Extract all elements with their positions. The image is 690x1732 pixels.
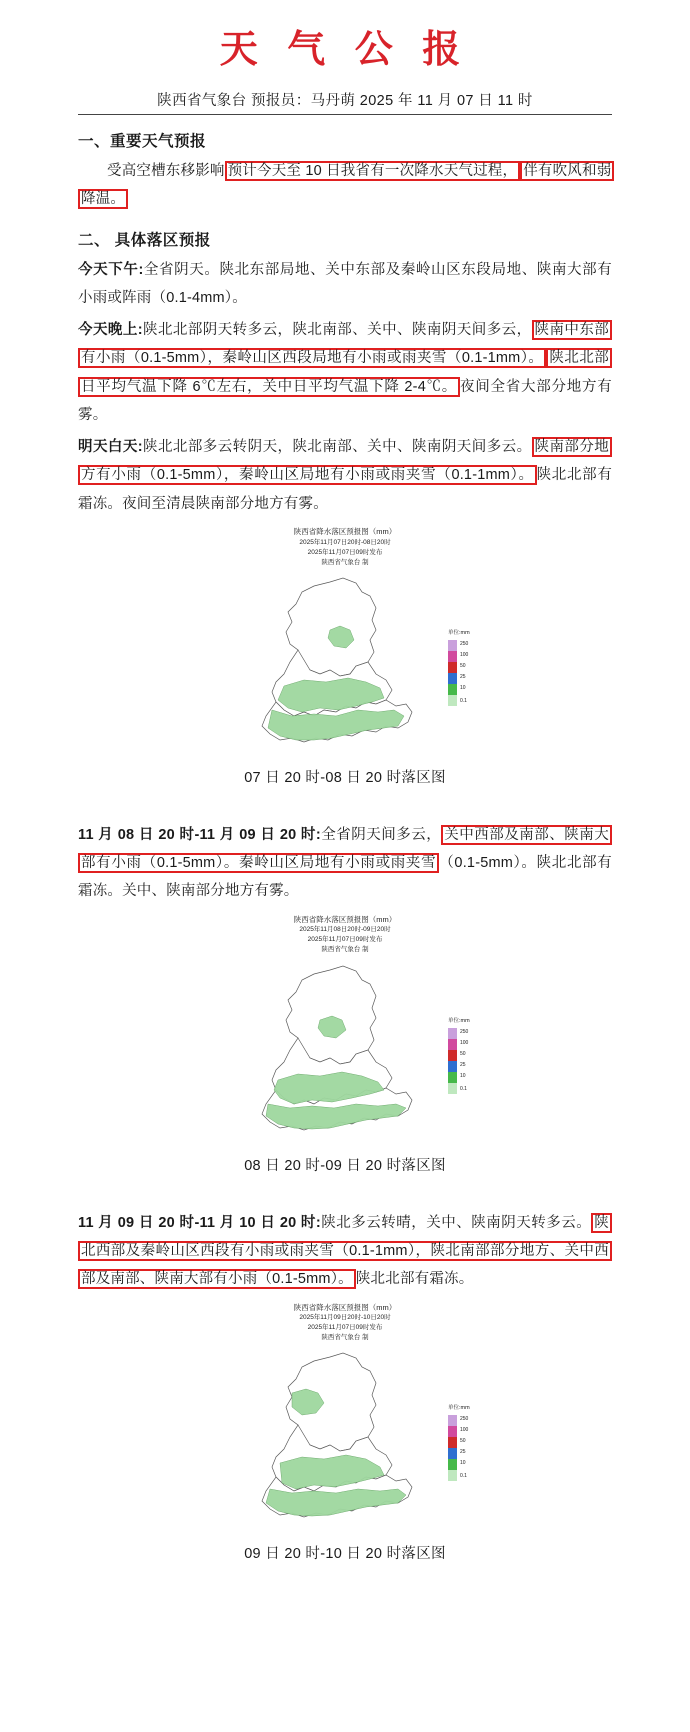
map-3-title-line2: 2025年11月09日20时-10日20时 [299,1314,391,1322]
period3-text-2: 陕北北部有霜冻。 [355,1271,474,1288]
tomorrow-highlight: 陕南部分地方有小雨（0.1-5mm），秦岭山区局地有小雨或雨夹雪（0.1-1mm）。 [78,437,612,485]
map-1-title-line1: 陕西省降水落区预报图（mm） [293,526,397,536]
map-2-title-line2: 2025年11月08日20时-09日20时 [299,926,391,934]
map-3-title-line1: 陕西省降水落区预报图（mm） [293,1302,397,1312]
period3-paragraph [78,1209,612,1294]
document-content [0,129,690,1563]
svg-text:25: 25 [460,1449,466,1456]
period2-highlight: 关中西部及南部、陕南大部有小雨（0.1-5mm）。秦岭山区局地有小雨或雨夹雪 [78,825,612,873]
svg-text:50: 50 [460,1438,466,1445]
section-heading-1: 一、重要天气预报 [78,133,207,150]
period3-lead: 11 月 09 日 20 时-11 月 10 日 20 时: [78,1214,321,1231]
map-2-title-line3: 2025年11月07日09时发布 [307,936,383,944]
tomorrow-lead: 明天白天: [78,439,143,456]
map-2-legend [448,1016,470,1094]
svg-text:250: 250 [460,640,469,647]
svg-text:100: 100 [460,1039,469,1046]
tonight-lead: 今天晚上: [78,322,143,339]
map-3-wrap [78,1302,612,1532]
section1-text-a: 受高空槽东移影响 [107,163,225,179]
period2-lead: 11 月 08 日 20 时-11 月 09 日 20 时: [78,826,321,843]
map-3-graphic [180,1345,510,1535]
tonight-highlight-2: 陕北北部日平均气温下降 6℃左右，关中日平均气温下降 2-4℃。 [78,348,612,396]
tonight-text-2: 夜间全省大部分地方有雾。 [78,378,612,423]
tonight-paragraph [78,316,612,429]
period3-highlight: 陕北西部及秦岭山区西段有小雨或雨夹雪（0.1-1mm），陕北南部部分地方、关中西部及南部、陕南大部有小雨（0.1-5mm）。 [78,1213,612,1290]
svg-text:25: 25 [460,673,466,680]
section1-paragraph [78,157,612,214]
svg-text:50: 50 [460,1050,466,1057]
map-1-caption: 07 日 20 时-08 日 20 时落区图 [244,769,446,786]
map-2-title-line4: 陕西省气象台 制 [321,946,369,954]
tomorrow-text-1: 陕北北部多云转阴天，陕北南部、关中、陕南阴天间多云。 [142,439,532,456]
map-2-title [78,914,612,956]
tonight-highlight-1: 陕南中东部有小雨（0.1-5mm），秦岭山区西段局地有小雨或雨夹雪（0.1-1mm）。 [78,320,612,368]
svg-text:10: 10 [460,1460,466,1467]
today-afternoon-paragraph [78,256,612,313]
map-3-caption: 09 日 20 时-10 日 20 时落区图 [244,1545,446,1562]
period2-paragraph [78,821,612,906]
map-3-legend [448,1403,470,1481]
byline: 陕西省气象台 预报员：马丹萌 2025 年 11 月 07 日 11 时 [78,83,612,115]
map-3-title-line4: 陕西省气象台 制 [321,1334,369,1342]
svg-text:0.1: 0.1 [460,1473,467,1480]
svg-text:10: 10 [460,684,466,691]
map-2-title-line1: 陕西省降水落区预报图（mm） [293,914,397,924]
map-3-title [78,1302,612,1344]
svg-text:50: 50 [460,662,466,669]
tonight-text-1: 陕北北部阴天转多云，陕北南部、关中、陕南阴天间多云， [142,322,532,339]
svg-text:0.1: 0.1 [460,697,467,704]
svg-text:单位:mm: 单位:mm [448,1405,470,1412]
svg-text:单位:mm: 单位:mm [448,629,470,636]
map-1-graphic [180,570,510,760]
section-heading-2: 二、 具体落区预报 [78,231,211,249]
svg-text:0.1: 0.1 [460,1085,467,1092]
map-1-title [78,526,612,568]
map-1-title-line3: 2025年11月07日09时发布 [307,548,383,556]
svg-text:250: 250 [460,1416,469,1423]
svg-text:100: 100 [460,1427,469,1434]
map-3-title-line3: 2025年11月07日09时发布 [307,1324,383,1332]
period2-text-1: 全省阴天间多云， [320,826,442,843]
figure-map-3 [78,1302,612,1563]
section1-highlight-b: 预计今天至 10 日我省有一次降水天气过程， [225,161,521,181]
map-2-wrap [78,914,612,1144]
map-1-wrap [78,526,612,756]
page-title: 天 气 公 报 [219,29,471,71]
svg-text:10: 10 [460,1072,466,1079]
map-1-title-line4: 陕西省气象台 制 [321,558,369,566]
section1-highlight-c: 伴有吹风和弱降温。 [78,161,614,209]
map-2-graphic [180,958,510,1148]
tomorrow-text-2: 陕北北部有霜冻。夜间至清晨陕南部分地方有雾。 [78,467,613,512]
tomorrow-paragraph [78,433,612,518]
figure-map-2 [78,914,612,1175]
today-afternoon-lead: 今天下午: [78,261,144,278]
figure-map-1 [78,526,612,787]
map-1-legend [448,628,470,706]
svg-text:25: 25 [460,1061,466,1068]
period3-text-1: 陕北多云转晴，关中、陕南阴天转多云。 [320,1214,592,1231]
today-afternoon-text: 全省阴天。陕北东部局地、关中东部及秦岭山区东段局地、陕南大部有小雨或阵雨（0.1-4mm）。 [78,261,612,306]
svg-text:250: 250 [460,1028,469,1035]
period2-text-2: （0.1-5mm）。陕北北部有霜冻。关中、陕南部分地方有雾。 [78,855,612,900]
svg-text:单位:mm: 单位:mm [448,1017,470,1024]
svg-text:100: 100 [460,651,469,658]
map-2-caption: 08 日 20 时-09 日 20 时落区图 [244,1157,446,1174]
map-1-title-line2: 2025年11月07日20时-08日20时 [299,538,391,546]
